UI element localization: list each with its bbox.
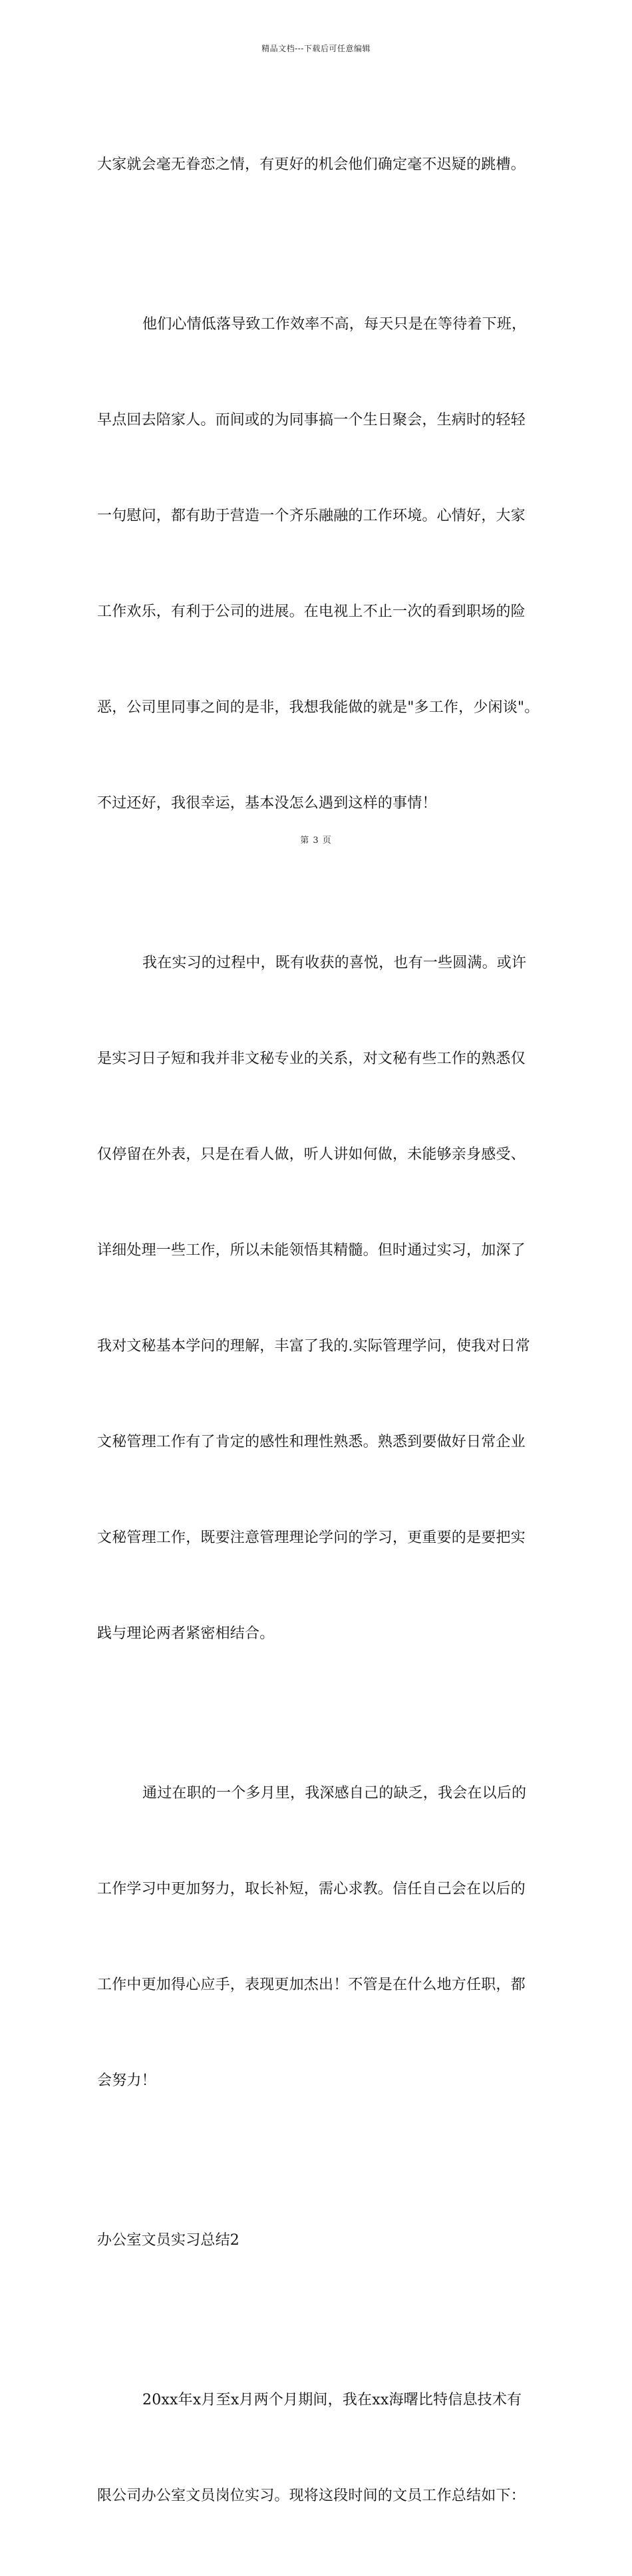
text-line: 恶，公司里同事之间的是非，我想我能做的就是"多工作，少闲谈"。	[97, 699, 540, 716]
section-heading	[97, 2161, 542, 2321]
text-line: 工作欢乐，有利于公司的进展。在电视上不止一次的看到职场的险	[97, 603, 526, 620]
text-line: 限公司办公室文员岗位实习。现将这段时间的文员工作总结如下：	[97, 2488, 526, 2504]
paragraph	[97, 2321, 542, 2576]
text-line: 工作中更加得心应手，表现更加杰出！不管是在什么地方任职，都	[97, 1977, 526, 1993]
text-line: 仅停留在外表，只是在看人做，听人讲如何做，未能够亲身感受、	[97, 1146, 526, 1163]
text-line: 文秘管理工作有了肯定的感性和理性熟悉。熟悉到要做好日常企业	[97, 1434, 526, 1450]
text-line: 他们心情低落导致工作效率不高，每天只是在等待着下班，	[142, 316, 527, 333]
text-line: 我在实习的过程中，既有收获的喜悦，也有一些圆满。或许	[142, 955, 527, 971]
text-line: 践与理论两者紧密相结合。	[97, 1625, 275, 1642]
text-line: 是实习日子短和我并非文秘专业的关系，对文秘有些工作的熟悉仅	[97, 1050, 526, 1067]
text-line: 早点回去陪家人。而间或的为同事搞一个生日聚会，生病时的轻轻	[97, 412, 526, 428]
text-line: 通过在职的一个多月里，我深感自己的缺乏，我会在以后的	[142, 1785, 527, 1802]
heading-text: 办公室文员实习总结2	[97, 2232, 239, 2249]
text-line: 详细处理一些工作，所以未能领悟其精髓。但时通过实习，加深了	[97, 1242, 526, 1259]
page-number: 第 3 页	[300, 836, 332, 846]
text-line: 20xx年x月至x月两个月期间，我在xx海曙比特信息技术有	[142, 2392, 522, 2408]
text-line: 一句慰问，都有助于营造一个齐乐融融的工作环境。心情好，大家	[97, 508, 526, 524]
text-line: 我对文秘基本学问的理解，丰富了我的.实际管理学问，使我对日常	[97, 1338, 530, 1355]
paragraph	[97, 1714, 542, 2161]
text-line: 会努力！	[97, 2072, 156, 2089]
text-line: 工作学习中更加努力，取长补短，需心求教。信任自己会在以后的	[97, 1881, 526, 1897]
paragraph	[97, 884, 542, 1714]
page-header: 精品文档---下载后可任意编辑	[261, 44, 371, 53]
document-body	[97, 85, 542, 2576]
text-line: 不过还好，我很幸运，基本没怎么遇到这样的事情！	[97, 795, 437, 812]
paragraph	[97, 245, 542, 884]
paragraph	[97, 85, 542, 245]
text-line: 大家就会毫无眷恋之情，有更好的机会他们确定毫不迟疑的跳槽。	[97, 156, 526, 173]
text-line: 文秘管理工作，既要注意管理理论学问的学习，更重要的是要把实	[97, 1530, 526, 1546]
